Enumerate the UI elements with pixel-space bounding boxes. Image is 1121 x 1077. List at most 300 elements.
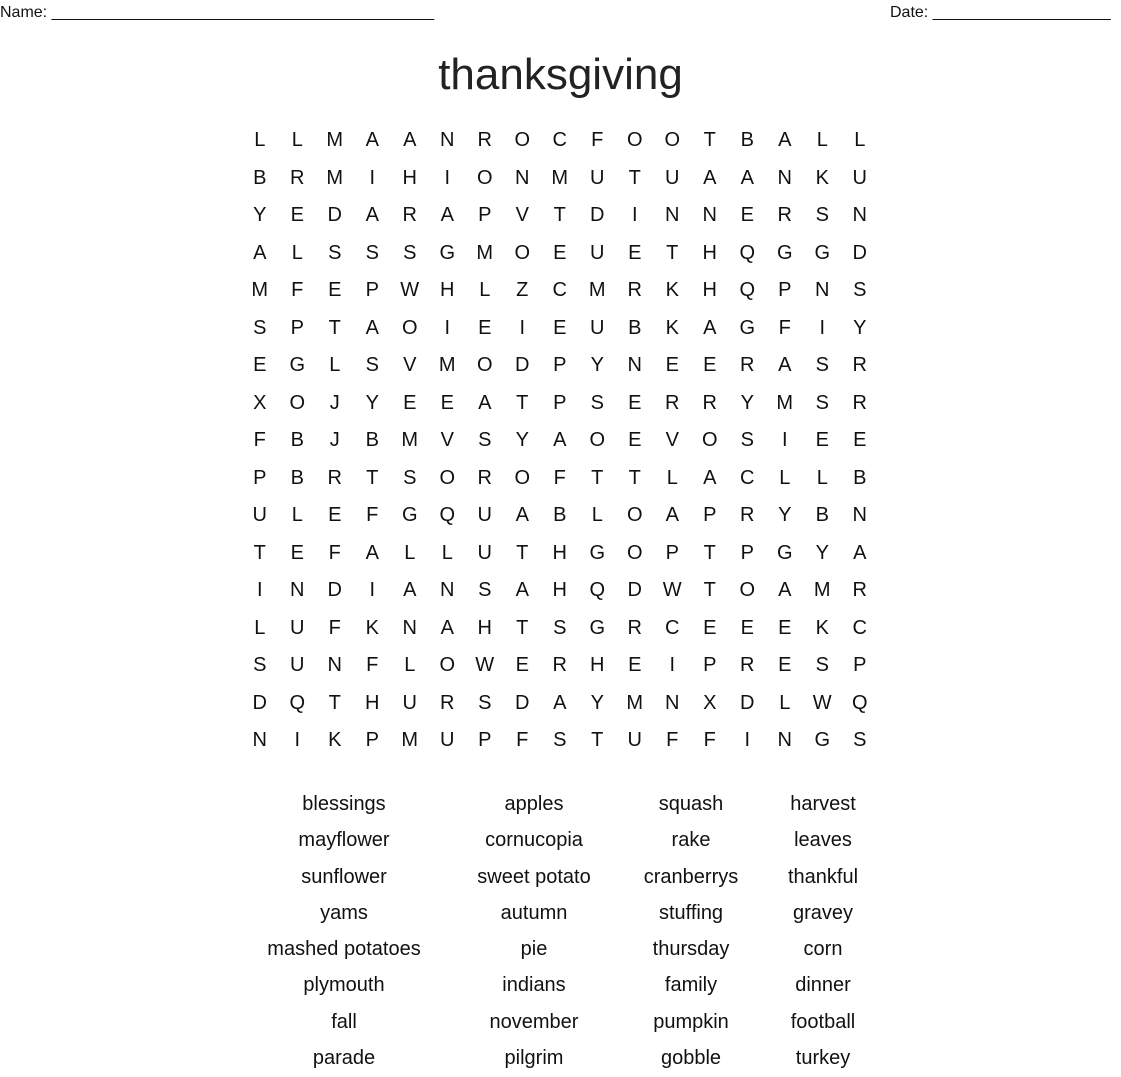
grid-letter: L: [404, 654, 416, 676]
grid-letter: I: [369, 579, 376, 601]
grid-letter: A: [440, 616, 454, 639]
word-row: [0, 859, 1121, 895]
grid-letter: P: [740, 541, 754, 564]
grid-letter: O: [739, 579, 756, 601]
grid-letter: T: [516, 616, 529, 639]
grid-letter: O: [626, 541, 643, 564]
grid-row: [241, 310, 879, 348]
grid-letter: I: [519, 316, 526, 339]
grid-letter: R: [327, 466, 342, 489]
word-list-item: harvest: [790, 793, 856, 815]
grid-letter: B: [740, 129, 754, 151]
grid-letter: I: [256, 579, 263, 601]
grid-letter: P: [853, 654, 867, 676]
word-list-item: rake: [671, 829, 711, 852]
grid-letter: S: [815, 654, 829, 676]
grid-letter: P: [553, 391, 567, 414]
grid-letter: Q: [739, 241, 756, 264]
grid-letter: T: [366, 466, 379, 489]
grid-letter: E: [403, 391, 417, 414]
grid-letter: R: [665, 391, 680, 414]
grid-letter: O: [439, 654, 456, 676]
grid-letter: E: [815, 429, 829, 451]
word-list-item: turkey: [795, 1047, 851, 1070]
grid-letter: T: [516, 541, 529, 564]
word-row: [0, 1040, 1121, 1076]
grid-letter: O: [289, 391, 306, 414]
grid-letter: R: [552, 654, 567, 676]
grid-letter: M: [251, 279, 269, 301]
grid-letter: T: [628, 466, 641, 489]
grid-letter: S: [815, 391, 829, 414]
grid-letter: M: [776, 391, 794, 414]
grid-letter: B: [290, 466, 304, 489]
grid-letter: S: [365, 354, 379, 376]
grid-letter: V: [403, 354, 417, 376]
grid-letter: P: [290, 316, 304, 339]
grid-letter: G: [401, 504, 418, 526]
grid-letter: X: [253, 391, 267, 414]
grid-letter: L: [779, 691, 791, 714]
word-list-item: stuffing: [658, 901, 724, 924]
grid-letter: A: [665, 504, 679, 526]
letter-grid: [241, 122, 879, 760]
grid-letter: Z: [516, 279, 529, 301]
grid-row: [241, 497, 879, 535]
grid-letter: O: [514, 129, 531, 151]
grid-letter: N: [402, 616, 417, 639]
grid-letter: B: [290, 429, 304, 451]
grid-letter: S: [253, 316, 267, 339]
grid-letter: I: [294, 729, 301, 751]
grid-letter: U: [440, 729, 455, 751]
grid-letter: I: [444, 166, 451, 189]
grid-letter: R: [440, 691, 455, 714]
grid-row: [241, 347, 879, 385]
grid-letter: P: [365, 279, 379, 301]
word-list-item: leaves: [794, 829, 852, 852]
grid-letter: M: [551, 166, 569, 189]
grid-letter: D: [852, 241, 867, 264]
grid-letter: R: [852, 391, 867, 414]
grid-letter: G: [814, 729, 831, 751]
grid-letter: A: [740, 166, 754, 189]
word-list-item: gobble: [660, 1047, 722, 1070]
grid-letter: I: [631, 204, 638, 226]
grid-letter: H: [440, 279, 455, 301]
grid-letter: N: [440, 129, 455, 151]
grid-letter: O: [664, 129, 681, 151]
grid-letter: S: [365, 241, 379, 264]
grid-letter: O: [589, 429, 606, 451]
word-list-item: autumn: [500, 901, 568, 924]
grid-letter: H: [402, 166, 417, 189]
grid-letter: A: [703, 166, 717, 189]
word-list-item: indians: [502, 974, 566, 997]
grid-letter: F: [366, 504, 379, 526]
grid-letter: O: [401, 316, 418, 339]
grid-row: [241, 422, 879, 460]
grid-letter: S: [403, 466, 417, 489]
grid-letter: G: [589, 541, 606, 564]
grid-letter: P: [553, 354, 567, 376]
grid-letter: U: [402, 691, 417, 714]
grid-letter: A: [703, 316, 717, 339]
grid-letter: O: [476, 354, 493, 376]
grid-letter: L: [666, 466, 678, 489]
word-list-item: pilgrim: [504, 1047, 564, 1070]
grid-letter: E: [628, 241, 642, 264]
grid-letter: T: [328, 691, 341, 714]
grid-letter: B: [628, 316, 642, 339]
grid-letter: R: [740, 504, 755, 526]
grid-letter: T: [628, 166, 641, 189]
grid-letter: A: [778, 579, 792, 601]
grid-letter: S: [853, 279, 867, 301]
grid-letter: C: [852, 616, 867, 639]
grid-letter: E: [703, 616, 717, 639]
grid-letter: S: [590, 391, 604, 414]
grid-letter: L: [816, 466, 828, 489]
grid-letter: I: [819, 316, 826, 339]
grid-letter: N: [515, 166, 530, 189]
grid-letter: D: [327, 204, 342, 226]
grid-letter: N: [290, 579, 305, 601]
grid-letter: V: [665, 429, 679, 451]
grid-letter: Y: [253, 204, 267, 226]
grid-letter: E: [740, 204, 754, 226]
grid-letter: H: [702, 279, 717, 301]
name-field: Name: ___________________________________________: [0, 4, 435, 21]
grid-row: [241, 610, 879, 648]
word-row: [0, 1004, 1121, 1040]
grid-letter: R: [777, 204, 792, 226]
grid-letter: N: [665, 691, 680, 714]
grid-letter: S: [740, 429, 754, 451]
grid-letter: M: [326, 129, 344, 151]
grid-letter: E: [553, 241, 567, 264]
grid-letter: U: [590, 241, 605, 264]
word-list-item: corn: [803, 938, 843, 961]
grid-letter: Y: [740, 391, 754, 414]
grid-letter: N: [815, 279, 830, 301]
grid-letter: N: [627, 354, 642, 376]
word-row: [0, 895, 1121, 931]
grid-letter: F: [591, 129, 604, 151]
grid-letter: E: [778, 654, 792, 676]
word-list-item: yams: [320, 901, 368, 924]
grid-letter: C: [665, 616, 680, 639]
grid-letter: E: [703, 354, 717, 376]
grid-letter: O: [626, 129, 643, 151]
grid-letter: Y: [515, 429, 529, 451]
grid-letter: O: [626, 504, 643, 526]
grid-letter: A: [403, 129, 417, 151]
grid-letter: U: [852, 166, 867, 189]
grid-letter: R: [477, 129, 492, 151]
grid-letter: O: [476, 166, 493, 189]
grid-letter: A: [403, 579, 417, 601]
grid-letter: T: [591, 466, 604, 489]
grid-letter: H: [702, 241, 717, 264]
grid-letter: U: [477, 541, 492, 564]
grid-row: [241, 122, 879, 160]
word-row: [0, 967, 1121, 1003]
grid-letter: F: [553, 466, 566, 489]
grid-letter: U: [590, 316, 605, 339]
grid-letter: E: [628, 654, 642, 676]
grid-letter: F: [328, 616, 341, 639]
grid-letter: U: [290, 616, 305, 639]
grid-letter: K: [665, 316, 679, 339]
grid-letter: E: [665, 354, 679, 376]
grid-letter: M: [326, 166, 344, 189]
grid-letter: Q: [589, 579, 606, 601]
grid-letter: I: [669, 654, 676, 676]
grid-letter: A: [365, 129, 379, 151]
grid-letter: A: [553, 429, 567, 451]
grid-letter: V: [440, 429, 454, 451]
grid-letter: D: [627, 579, 642, 601]
word-list-item: family: [664, 974, 718, 997]
grid-row: [241, 160, 879, 198]
grid-letter: S: [403, 241, 417, 264]
grid-letter: M: [626, 691, 644, 714]
grid-letter: L: [329, 354, 341, 376]
grid-letter: C: [552, 129, 567, 151]
grid-letter: E: [853, 429, 867, 451]
grid-letter: P: [478, 204, 492, 226]
grid-letter: S: [553, 729, 567, 751]
grid-letter: Q: [851, 691, 868, 714]
grid-letter: I: [444, 316, 451, 339]
grid-letter: F: [253, 429, 266, 451]
grid-letter: E: [478, 316, 492, 339]
grid-letter: U: [290, 654, 305, 676]
grid-letter: Y: [853, 316, 867, 339]
grid-letter: U: [590, 166, 605, 189]
grid-letter: L: [779, 466, 791, 489]
grid-row: [241, 385, 879, 423]
grid-letter: D: [740, 691, 755, 714]
grid-letter: G: [589, 616, 606, 639]
grid-letter: R: [627, 616, 642, 639]
grid-letter: L: [404, 541, 416, 564]
grid-row: [241, 572, 879, 610]
grid-letter: A: [778, 354, 792, 376]
grid-letter: F: [291, 279, 304, 301]
grid-letter: H: [590, 654, 605, 676]
word-list-item: thankful: [787, 865, 859, 888]
grid-letter: R: [702, 391, 717, 414]
grid-letter: Y: [590, 354, 604, 376]
grid-letter: Q: [289, 691, 306, 714]
grid-row: [241, 272, 879, 310]
grid-letter: B: [253, 166, 267, 189]
grid-letter: G: [439, 241, 456, 264]
grid-letter: D: [327, 579, 342, 601]
grid-letter: P: [365, 729, 379, 751]
grid-letter: L: [816, 129, 828, 151]
grid-letter: E: [628, 429, 642, 451]
grid-row: [241, 197, 879, 235]
grid-letter: N: [327, 654, 342, 676]
grid-letter: S: [553, 616, 567, 639]
grid-letter: E: [290, 204, 304, 226]
word-list-item: sweet potato: [477, 865, 591, 888]
grid-letter: T: [703, 129, 716, 151]
word-list-item: pumpkin: [653, 1010, 729, 1033]
word-list-item: apples: [504, 793, 564, 815]
grid-letter: S: [815, 354, 829, 376]
grid-letter: U: [665, 166, 680, 189]
grid-letter: F: [328, 541, 341, 564]
grid-letter: E: [515, 654, 529, 676]
grid-letter: K: [815, 616, 829, 639]
grid-letter: S: [253, 654, 267, 676]
grid-letter: H: [477, 616, 492, 639]
grid-letter: G: [739, 316, 756, 339]
grid-letter: R: [740, 354, 755, 376]
word-list-item: mayflower: [298, 829, 390, 852]
grid-letter: W: [475, 654, 495, 676]
grid-letter: R: [402, 204, 417, 226]
word-list: [0, 786, 1121, 1076]
word-row: [0, 931, 1121, 967]
word-list-item: football: [790, 1010, 856, 1033]
grid-letter: K: [365, 616, 379, 639]
grid-letter: S: [815, 204, 829, 226]
grid-letter: W: [662, 579, 682, 601]
grid-letter: A: [515, 504, 529, 526]
grid-letter: N: [252, 729, 267, 751]
grid-letter: E: [328, 279, 342, 301]
grid-letter: Q: [439, 504, 456, 526]
grid-letter: T: [703, 541, 716, 564]
grid-letter: Y: [365, 391, 379, 414]
grid-letter: M: [476, 241, 494, 264]
word-row: [0, 822, 1121, 858]
word-list-item: parade: [312, 1047, 376, 1070]
word-list-item: cornucopia: [485, 829, 583, 852]
grid-letter: E: [253, 354, 267, 376]
word-list-item: gravey: [792, 901, 854, 924]
grid-letter: M: [813, 579, 831, 601]
grid-letter: B: [365, 429, 379, 451]
grid-letter: L: [254, 616, 266, 639]
grid-letter: E: [778, 616, 792, 639]
grid-letter: U: [627, 729, 642, 751]
grid-letter: F: [666, 729, 679, 751]
word-list-item: thursday: [652, 938, 730, 961]
grid-letter: H: [365, 691, 380, 714]
grid-letter: K: [665, 279, 679, 301]
grid-letter: N: [777, 166, 792, 189]
grid-letter: A: [365, 204, 379, 226]
date-field: Date: ____________________: [890, 4, 1111, 21]
grid-letter: A: [365, 316, 379, 339]
grid-letter: E: [628, 391, 642, 414]
grid-letter: M: [588, 279, 606, 301]
grid-letter: I: [744, 729, 751, 751]
grid-row: [241, 235, 879, 273]
grid-letter: I: [369, 166, 376, 189]
grid-letter: P: [478, 729, 492, 751]
grid-letter: N: [440, 579, 455, 601]
grid-row: [241, 647, 879, 685]
grid-letter: U: [477, 504, 492, 526]
grid-letter: G: [814, 241, 831, 264]
word-list-item: fall: [331, 1010, 357, 1033]
grid-letter: Y: [815, 541, 829, 564]
grid-letter: R: [852, 354, 867, 376]
grid-letter: P: [253, 466, 267, 489]
grid-letter: R: [740, 654, 755, 676]
grid-letter: V: [515, 204, 529, 226]
grid-letter: P: [703, 654, 717, 676]
grid-letter: K: [815, 166, 829, 189]
grid-letter: F: [703, 729, 716, 751]
puzzle-title: thanksgiving: [438, 50, 683, 99]
word-list-item: dinner: [795, 974, 851, 997]
grid-letter: D: [515, 691, 530, 714]
grid-letter: A: [253, 241, 267, 264]
grid-letter: W: [400, 279, 420, 301]
grid-letter: Q: [739, 279, 756, 301]
word-row: [0, 786, 1121, 822]
grid-letter: T: [591, 729, 604, 751]
grid-row: [241, 722, 879, 760]
grid-letter: C: [552, 279, 567, 301]
grid-letter: F: [778, 316, 791, 339]
grid-letter: R: [290, 166, 305, 189]
grid-row: [241, 535, 879, 573]
grid-letter: L: [291, 504, 303, 526]
grid-letter: O: [514, 241, 531, 264]
word-list-item: november: [489, 1010, 579, 1033]
grid-letter: K: [328, 729, 342, 751]
grid-letter: C: [740, 466, 755, 489]
grid-letter: P: [703, 504, 717, 526]
grid-letter: L: [479, 279, 491, 301]
grid-letter: T: [253, 541, 266, 564]
grid-letter: A: [365, 541, 379, 564]
grid-letter: R: [477, 466, 492, 489]
grid-letter: T: [328, 316, 341, 339]
grid-letter: T: [666, 241, 679, 264]
grid-letter: N: [852, 204, 867, 226]
grid-letter: Y: [590, 691, 604, 714]
grid-letter: E: [440, 391, 454, 414]
grid-letter: N: [665, 204, 680, 226]
grid-letter: E: [328, 504, 342, 526]
grid-letter: W: [812, 691, 832, 714]
grid-letter: S: [478, 579, 492, 601]
grid-letter: T: [516, 391, 529, 414]
grid-letter: T: [553, 204, 566, 226]
grid-letter: O: [514, 466, 531, 489]
grid-letter: Y: [778, 504, 792, 526]
word-list-item: squash: [658, 793, 724, 815]
grid-letter: T: [703, 579, 716, 601]
grid-letter: S: [478, 691, 492, 714]
grid-letter: A: [853, 541, 867, 564]
grid-letter: N: [777, 729, 792, 751]
grid-letter: D: [515, 354, 530, 376]
grid-letter: B: [853, 466, 867, 489]
word-list-item: pie: [520, 938, 548, 961]
grid-letter: J: [329, 391, 340, 414]
